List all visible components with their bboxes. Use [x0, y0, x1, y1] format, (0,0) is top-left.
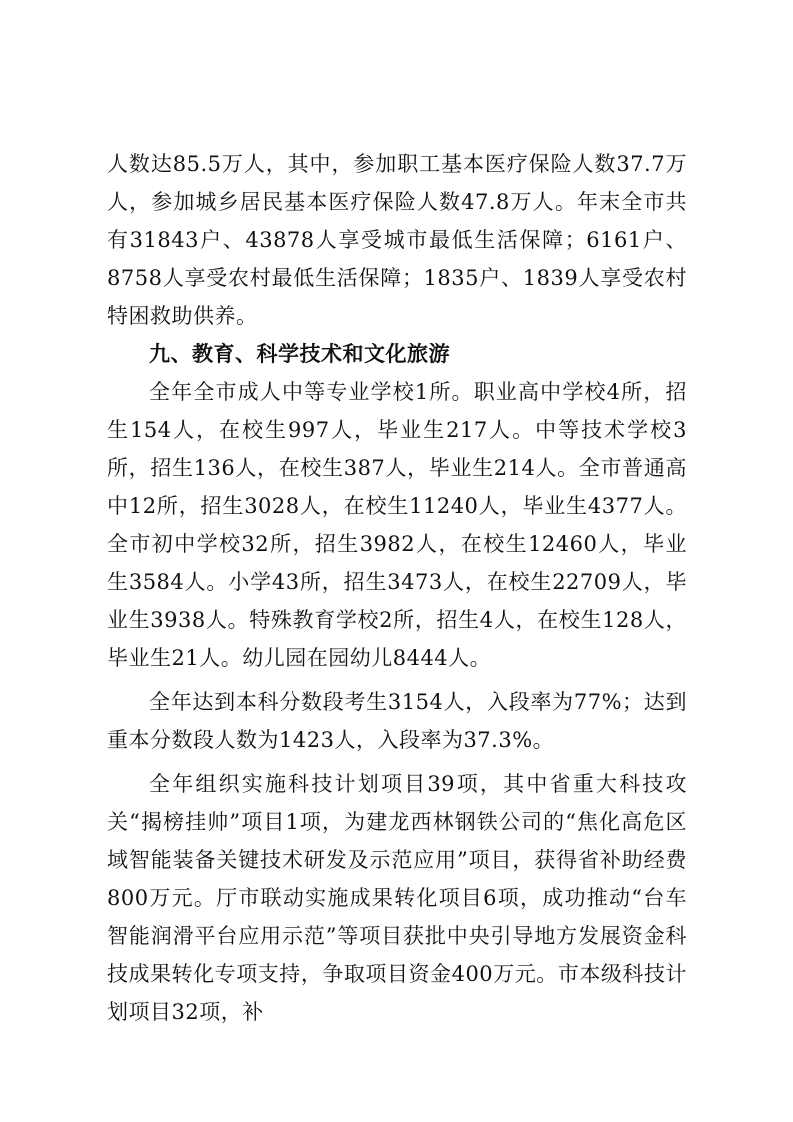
paragraph-school-statistics: 全年全市成人中等专业学校1所。职业高中学校4所，招生154人，在校生997人，毕业生217人。中等技术学校3所，招生136人，在校生387人，毕业生214人。全市普通高中12所，招生3028人，在校生11240人，毕业生4377人。全市初中学校32所，招生3982人，在校生12460人，毕业生3584人。小学43所，招生3473人，在校生22709人，毕业生3938人。特殊教育学校2所，招生4人，在校生128人，毕业生21人。幼儿园在园幼儿8444人。 [107, 380, 687, 670]
paragraph-medical-insurance-and-social-assistance: 人数达85.5万人，其中，参加职工基本医疗保险人数37.7万人，参加城乡居民基本医疗保险人数47.8万人。年末全市共有31843户、43878人享受城市最低生活保障；6161户、8758人享受农村最低生活保障；1835户、1839人享受农村特困救助供养。 [107, 152, 687, 328]
paragraph-exam-results: 全年达到本科分数段考生3154人，入段率为77%；达到重本分数段人数为1423人，入段率为37.3%。 [107, 690, 687, 752]
paragraph-science-technology-projects: 全年组织实施科技计划项目39项，其中省重大科技攻关“揭榜挂帅”项目1项，为建龙西林钢铁公司的“焦化高危区域智能装备关键技术研发及示范应用”项目，获得省补助经费800万元。厅市联动实施成果转化项目6项，成功推动“台车智能润滑平台应用示范”等项目获批中央引导地方发展资金科技成果转化专项支持，争取项目资金400万元。市本级科技计划项目32项，补 [107, 772, 687, 1024]
section-heading-education-science-culture-tourism: 九、教育、科学技术和文化旅游 [149, 342, 450, 366]
document-body [107, 145, 687, 1031]
